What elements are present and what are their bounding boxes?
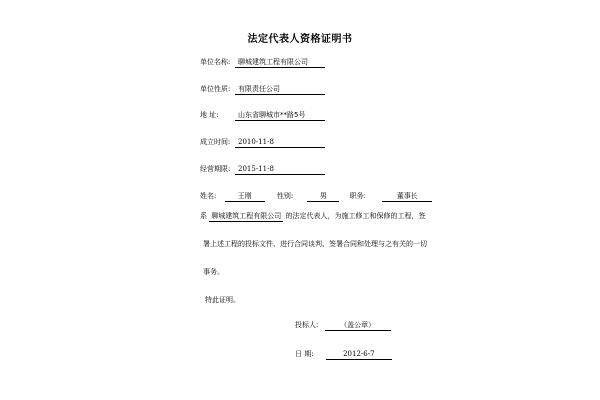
date-value: 2012-6-7 — [326, 350, 392, 360]
name-value: 王刚 — [225, 192, 265, 202]
nature-field — [235, 85, 325, 95]
body-prefix: 系 — [200, 212, 207, 220]
document-title: 法定代表人资格证明书 — [247, 34, 353, 45]
gender-label: 性别: — [276, 192, 294, 200]
term-value: 2015-11-8 — [238, 165, 274, 173]
body-line-1-rest: 的法定代表人，为施工修工和保修的工程，签 — [285, 212, 426, 220]
bidder-row — [295, 321, 391, 331]
address-value: 山东省聊城市**路5号 — [238, 111, 306, 119]
position-label: 职务: — [349, 192, 367, 200]
person-row — [200, 192, 432, 202]
name-label: 姓名: — [200, 192, 217, 200]
body-line-3: 事务。 — [203, 268, 224, 276]
body-company: 聊城建筑工程有限公司 — [211, 212, 282, 220]
closing-note: 特此证明。 — [205, 296, 240, 304]
company-field — [235, 58, 325, 68]
nature-value: 有限责任公司 — [238, 85, 280, 93]
address-label: 地 址: — [200, 111, 219, 119]
address-field — [235, 111, 325, 121]
term-field — [235, 165, 325, 175]
date-row — [295, 350, 392, 360]
nature-label: 单位性质: — [200, 85, 231, 93]
date-label: 日 期: — [295, 350, 314, 358]
body-line-2: 署上述工程的投标文件、进行合同谈判、签署合同和处理与之有关的一切 — [203, 240, 427, 248]
position-value: 董事长 — [382, 192, 432, 202]
established-value: 2010-11-8 — [238, 138, 274, 146]
established-field — [235, 138, 325, 148]
company-value: 聊城建筑工程有限公司 — [238, 58, 308, 66]
gender-value: 男 — [307, 192, 339, 202]
body-line-1 — [200, 212, 425, 222]
established-label: 成立时间: — [200, 138, 231, 146]
term-label: 经营期限: — [200, 165, 231, 173]
bidder-value: （盖公章） — [325, 321, 391, 331]
company-label: 单位名称: — [200, 58, 231, 66]
bidder-label: 投标人: — [295, 321, 319, 329]
